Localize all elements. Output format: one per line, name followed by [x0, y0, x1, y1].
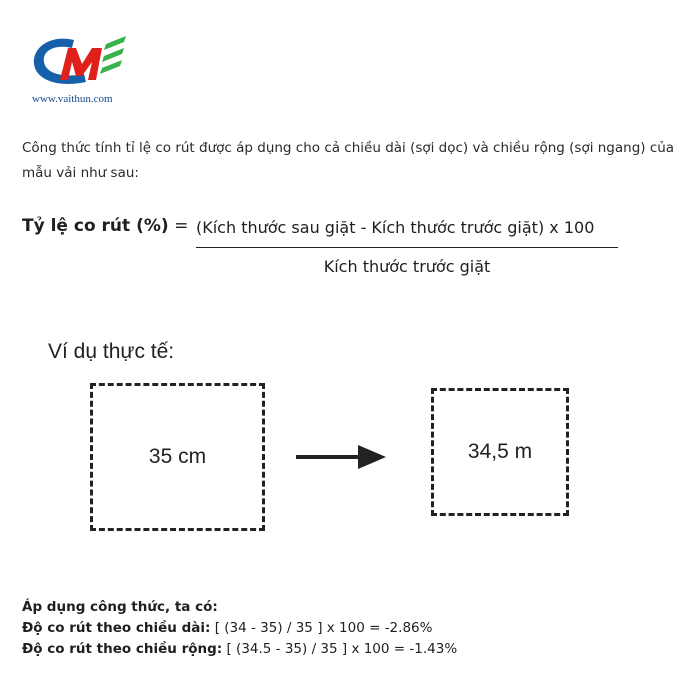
example-title: Ví dụ thực tế:	[48, 340, 175, 363]
arrow-right-icon	[296, 443, 388, 471]
length-value: [ (34 - 35) / 35 ] x 100 = -2.86%	[214, 620, 433, 636]
formula-equals: =	[174, 216, 189, 236]
result-width	[22, 639, 682, 660]
after-size-label: 34,5 m	[467, 440, 533, 463]
logo-mark	[30, 30, 130, 96]
formula-numerator: (Kích thước sau giặt - Kích thước trước giặt) x 100	[196, 218, 595, 237]
result-heading-text: Áp dụng công thức, ta có:	[22, 599, 218, 615]
fabric-after-box	[431, 388, 569, 516]
formula-left-side	[22, 216, 188, 236]
formula-label: Tỷ lệ co rút (%)	[22, 216, 169, 236]
logo-url: www.vaithun.com	[32, 93, 113, 105]
result-section	[22, 597, 682, 660]
length-label: Độ co rút theo chiều dài:	[22, 620, 211, 636]
fraction-bar	[196, 247, 618, 248]
intro-text: Công thức tính tỉ lệ co rút được áp dụng cho cả chiều dài (sợi dọc) và chiều rộng (sợi ngang) của mẫu vải như sau:	[22, 140, 675, 181]
vaithun-logo	[30, 30, 130, 110]
fabric-before-box	[90, 383, 265, 531]
formula-denominator: Kích thước trước giặt	[323, 257, 491, 276]
result-length	[22, 618, 682, 639]
width-label: Độ co rút theo chiều rộng:	[22, 641, 223, 657]
width-value: [ (34.5 - 35) / 35 ] x 100 = -1.43%	[226, 641, 458, 657]
result-heading	[22, 597, 682, 618]
before-size-label: 35 cm	[148, 445, 207, 468]
